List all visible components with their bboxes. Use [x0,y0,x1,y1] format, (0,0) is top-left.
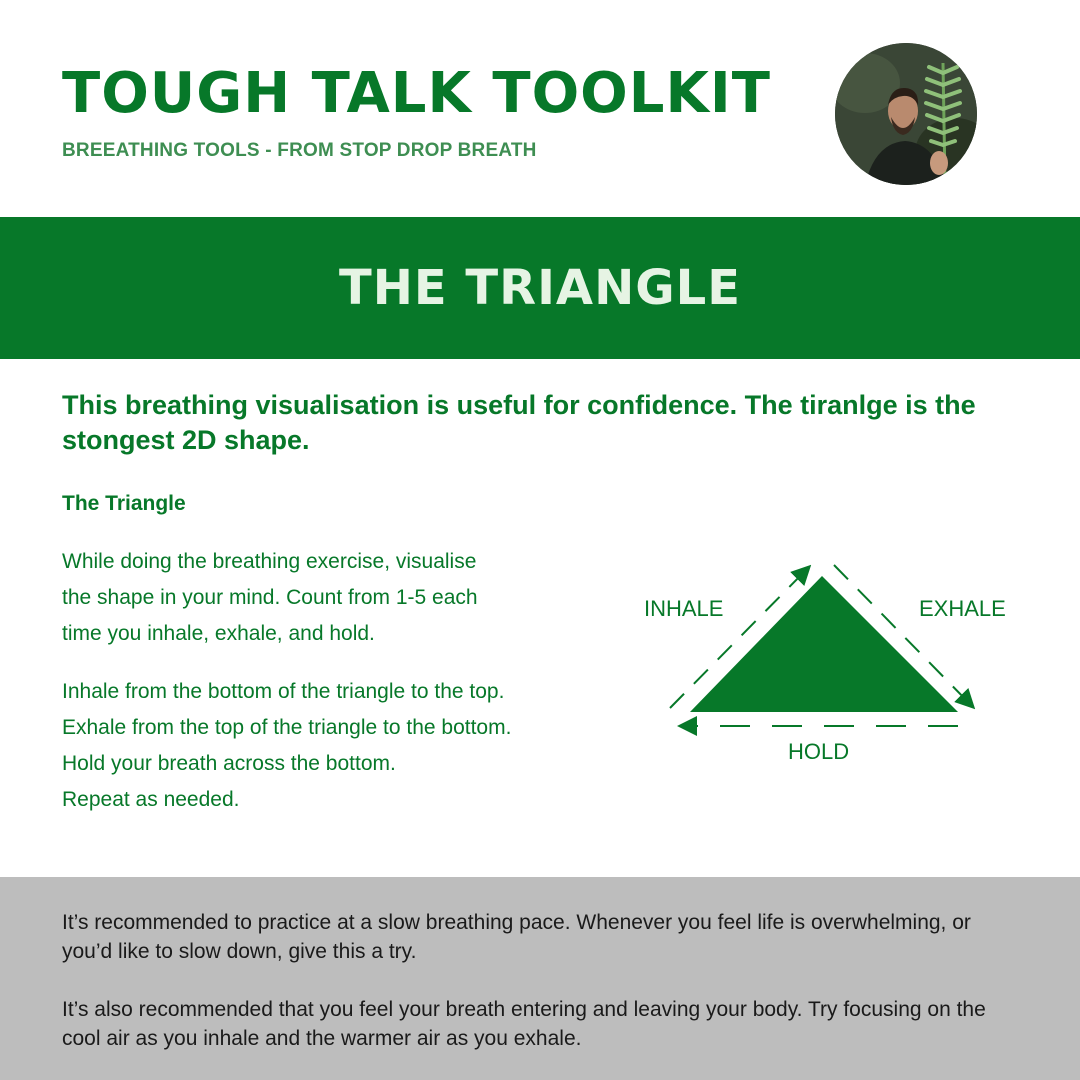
steps-paragraph [62,674,622,818]
intro-text: This breathing visualisation is useful for confidence. The tiranlge is the stongest 2D shape. [62,390,976,455]
step-line: Hold your breath across the bottom. [62,752,396,775]
inhale-label: INHALE [644,596,724,621]
hold-label: HOLD [788,739,850,764]
step-line: Inhale from the bottom of the triangle to the top. [62,680,505,703]
instructions-paragraph [62,544,552,652]
banner-title: THE TRIANGLE [338,260,742,316]
instruction-line: While doing the breathing exercise, visualise [62,550,477,573]
page-subtitle: BREEATHING TOOLS - FROM STOP DROP BREATH [62,140,537,161]
exhale-label: EXHALE [919,596,1006,621]
person-with-fern-image [835,43,977,185]
section-heading: The Triangle [62,492,186,515]
footer-paragraph: It’s also recommended that you feel your breath entering and leaving your body. Try focusing on the cool air as you inhale and the warmer air as you exhale. [62,998,986,1050]
footer-panel [0,877,1080,1080]
instruction-line: time you inhale, exhale, and hold. [62,622,375,645]
instruction-line: the shape in your mind. Count from 1-5 each [62,586,478,609]
step-line: Exhale from the top of the triangle to the bottom. [62,716,512,739]
profile-photo [835,43,977,185]
section-banner [0,217,1080,359]
step-line: Repeat as needed. [62,788,240,811]
triangle-shape [690,576,958,712]
page-title: TOUGH TALK TOOLKIT [62,61,771,126]
footer-paragraph: It’s recommended to practice at a slow breathing pace. Whenever you feel life is overwhelming, or you’d like to slow down, give this a try. [62,911,971,963]
